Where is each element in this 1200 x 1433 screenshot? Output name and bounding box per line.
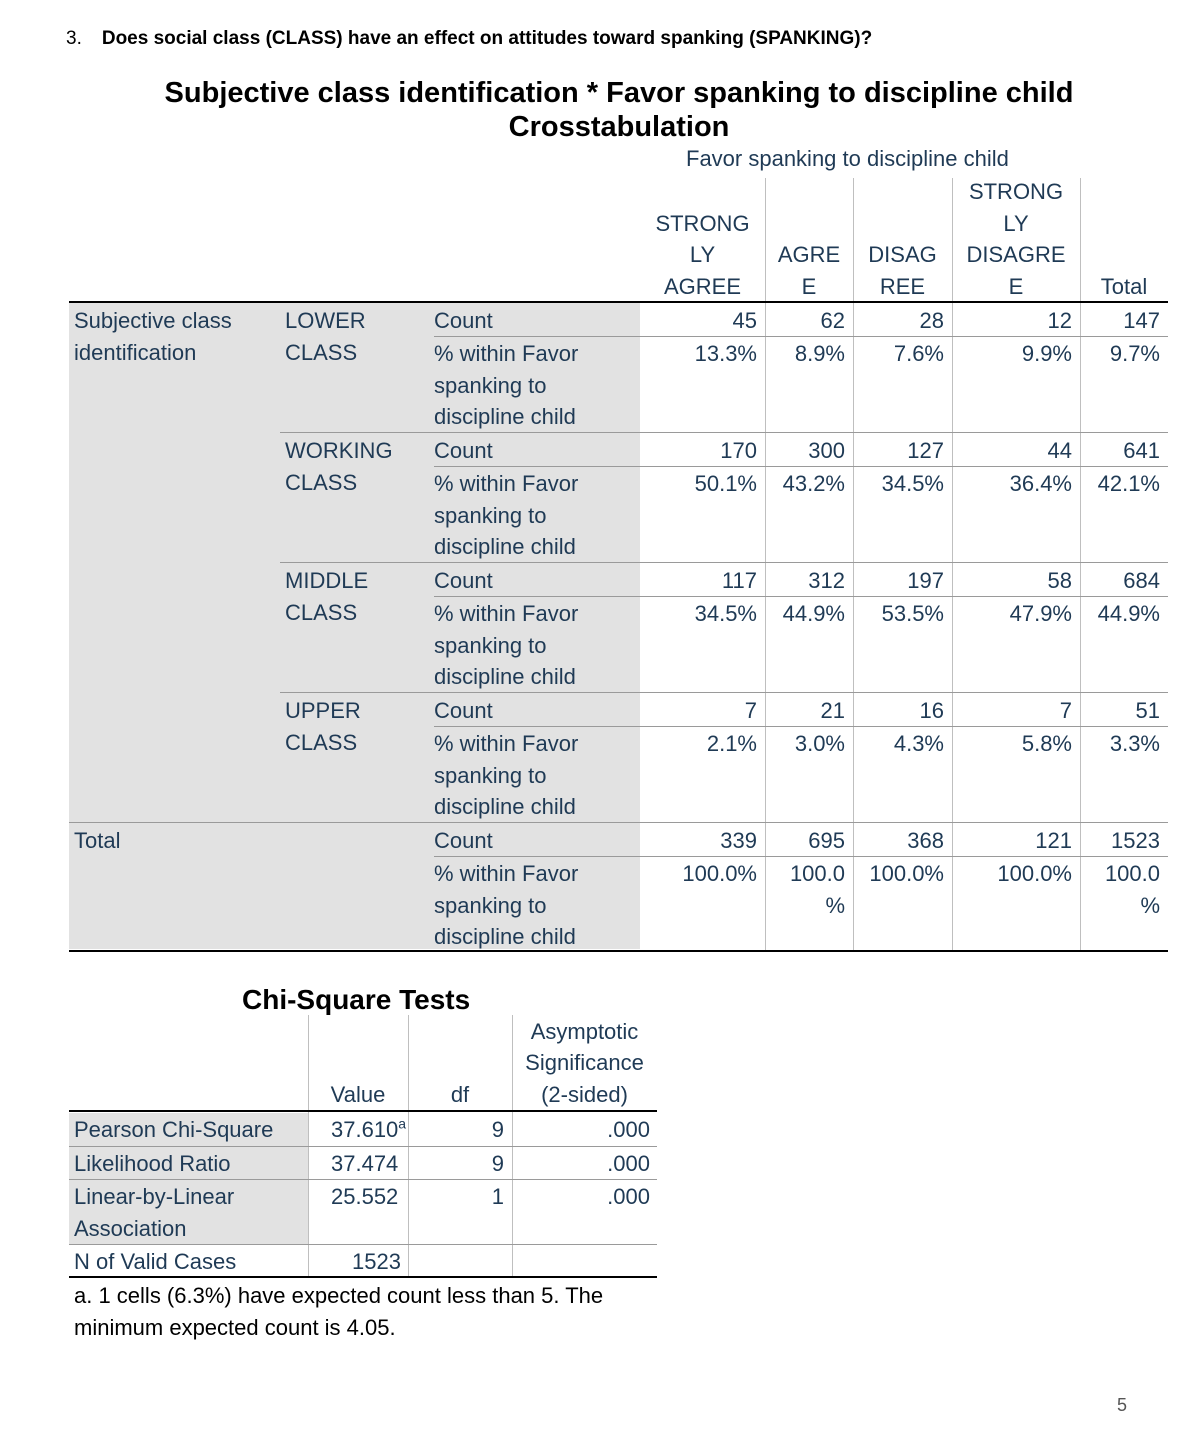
column-header-line: STRONG — [968, 179, 1064, 204]
total-count-value: 695 — [808, 828, 845, 853]
chi-df: 9 — [491, 1151, 504, 1176]
total-count-value: 368 — [907, 828, 944, 853]
column-variable-label: Favor spanking to discipline child — [686, 146, 1009, 171]
percent-value: 50.1% — [694, 471, 757, 496]
chi-row-label — [74, 1114, 273, 1146]
chi-df: 9 — [491, 1117, 504, 1142]
column-header-line: LY — [689, 242, 716, 267]
class-label-line: WORKING — [285, 438, 393, 463]
chi-sig: .000 — [607, 1117, 650, 1142]
page-number: 5 — [1117, 1395, 1128, 1415]
stat-pct-label — [434, 468, 578, 563]
percent-value: 2.1% — [706, 731, 757, 756]
count-value: 28 — [919, 308, 944, 333]
column-header — [952, 176, 1080, 302]
column-header — [1080, 271, 1168, 303]
stat-pct-label — [434, 338, 578, 433]
chi-row-label — [74, 1246, 236, 1278]
column-header-line: E — [801, 273, 817, 299]
total-percent-value-line: 100.0% — [682, 861, 757, 886]
total-percent-value — [765, 858, 845, 921]
total-percent-value-line: % — [1140, 892, 1160, 918]
chi-df: 1 — [491, 1184, 504, 1209]
row-variable-label — [74, 305, 232, 368]
stat-count-label: Count — [434, 828, 493, 853]
stat-pct-label-line: discipline child — [434, 534, 576, 559]
chi-square-footnote: a. 1 cells (6.3%) have expected count less than 5. The minimum expected count is 4.05. — [74, 1283, 604, 1340]
count-value: 7 — [744, 698, 757, 723]
percent-value: 5.8% — [1021, 731, 1072, 756]
class-label — [285, 695, 361, 758]
column-header-line: AGREE — [663, 273, 742, 299]
count-value: 170 — [720, 438, 757, 463]
total-percent-value-line: 100.0 — [1104, 861, 1160, 886]
chi-square-title: Chi-Square Tests — [242, 984, 471, 1015]
question-number: 3. — [66, 28, 82, 49]
count-value: 62 — [820, 308, 845, 333]
total-label: Total — [74, 828, 121, 853]
count-value: 44 — [1047, 438, 1072, 463]
stat-count-label: Count — [434, 438, 493, 463]
group-rule — [280, 562, 1168, 563]
count-value: 45 — [732, 308, 757, 333]
crosstab-title — [60, 76, 1178, 144]
percent-value: 7.6% — [893, 341, 944, 366]
row-variable-label-line: identification — [74, 339, 197, 365]
stat-pct-label-line: % within Favor — [434, 601, 579, 626]
chi-header-sig-line: Asymptotic — [530, 1018, 639, 1044]
total-percent-value — [640, 858, 757, 890]
chi-header-rule — [69, 1110, 657, 1112]
stat-pct-label-line: % within Favor — [434, 471, 579, 496]
class-label — [285, 435, 393, 498]
column-header — [853, 239, 952, 302]
class-label-line: MIDDLE — [285, 568, 369, 593]
crosstab-title-line2: Crosstabulation — [508, 111, 730, 143]
count-value: 51 — [1135, 698, 1160, 723]
column-header-line: DISAG — [868, 242, 937, 267]
chi-row-label — [74, 1148, 231, 1180]
chi-value: 1523 — [352, 1249, 401, 1274]
column-header-line: REE — [879, 273, 926, 299]
row-variable-label-line: Subjective class — [74, 308, 232, 333]
total-percent-value-line: 100.0% — [997, 861, 1072, 886]
header-rule — [69, 301, 1168, 303]
count-value: 312 — [808, 568, 845, 593]
total-count-value: 121 — [1035, 828, 1072, 853]
count-value: 300 — [808, 438, 845, 463]
stat-pct-label-line: % within Favor — [434, 861, 579, 886]
stat-pct-label-line: spanking to — [434, 762, 547, 788]
question-heading — [66, 28, 872, 50]
chi-row-label-line: Association — [74, 1215, 187, 1241]
stat-pct-label-line: discipline child — [434, 664, 576, 689]
stat-pct-label — [434, 598, 578, 693]
percent-value: 44.9% — [782, 601, 845, 626]
chi-row-label-line: Linear-by-Linear — [74, 1184, 235, 1209]
stat-count-label: Count — [434, 308, 493, 333]
class-label-line: CLASS — [285, 339, 358, 365]
row-rule — [434, 856, 1168, 857]
chi-row-label-line: Likelihood Ratio — [74, 1151, 231, 1176]
stat-pct-label-line: discipline child — [434, 404, 576, 429]
chi-value: 37.610$^a$ — [331, 1115, 407, 1142]
percent-value: 43.2% — [782, 471, 845, 496]
count-value: 147 — [1123, 308, 1160, 333]
count-value: 12 — [1047, 308, 1072, 333]
count-value: 641 — [1123, 438, 1160, 463]
percent-value: 13.3% — [694, 341, 757, 366]
row-rule — [434, 596, 1168, 597]
stat-pct-label-line: spanking to — [434, 372, 547, 398]
column-header-line: E — [1008, 273, 1024, 299]
total-count-value: 1523 — [1111, 828, 1160, 853]
chi-row-rule — [69, 1146, 657, 1147]
percent-value: 34.5% — [881, 471, 944, 496]
percent-value: 3.0% — [794, 731, 845, 756]
group-rule — [280, 432, 1168, 433]
percent-value: 34.5% — [694, 601, 757, 626]
chi-sig: .000 — [607, 1151, 650, 1176]
class-label — [285, 565, 368, 628]
count-value: 117 — [721, 568, 757, 593]
count-value: 197 — [907, 568, 944, 593]
chi-row-rule — [69, 1244, 657, 1245]
group-rule — [280, 692, 1168, 693]
chi-value: 25.552 — [331, 1184, 399, 1209]
class-label-line: CLASS — [285, 469, 358, 495]
percent-value: 42.1% — [1097, 471, 1160, 496]
chi-row-rule — [69, 1179, 657, 1180]
percent-value: 9.9% — [1021, 341, 1072, 366]
chi-header-sig-line: (2-sided) — [541, 1081, 628, 1107]
chi-sig: .000 — [607, 1184, 650, 1209]
count-value: 58 — [1047, 568, 1072, 593]
stat-count-label: Count — [434, 698, 493, 723]
chi-value: 37.474 — [331, 1151, 399, 1176]
stat-pct-label-line: discipline child — [434, 924, 576, 949]
row-rule — [434, 726, 1168, 727]
column-header — [765, 239, 853, 302]
class-label — [285, 305, 366, 368]
row-rule — [434, 466, 1168, 467]
total-percent-value — [952, 858, 1072, 890]
stat-pct-label-line: discipline child — [434, 794, 576, 819]
percent-value: 47.9% — [1009, 601, 1072, 626]
class-label-line: UPPER — [285, 698, 361, 723]
stat-pct-label-line: spanking to — [434, 502, 547, 528]
column-header-line: Total — [1100, 273, 1148, 299]
percent-value: 53.5% — [881, 601, 944, 626]
stat-pct-label — [434, 858, 578, 953]
chi-row-label — [74, 1181, 234, 1244]
column-header-line: LY — [1003, 210, 1029, 236]
percent-value: 36.4% — [1009, 471, 1072, 496]
total-percent-value-line: % — [825, 892, 845, 918]
chi-bottom-rule — [69, 1276, 657, 1278]
table-bottom-rule — [69, 950, 1168, 952]
stat-count-label: Count — [434, 568, 493, 593]
total-count-value: 339 — [720, 828, 757, 853]
chi-header-df: df — [450, 1081, 470, 1107]
total-percent-value-line: 100.0 — [789, 861, 845, 886]
chi-row-label-line: N of Valid Cases — [74, 1249, 237, 1274]
footnote-marker: a — [398, 1115, 407, 1132]
stat-pct-label-line: % within Favor — [434, 341, 579, 366]
total-percent-value-line: 100.0% — [869, 861, 944, 886]
percent-value: 44.9% — [1097, 601, 1160, 626]
count-value: 684 — [1123, 568, 1160, 593]
percent-value: 4.3% — [893, 731, 944, 756]
count-value: 16 — [919, 698, 944, 723]
count-value: 21 — [820, 698, 845, 723]
chi-row-label-line: Pearson Chi-Square — [74, 1117, 274, 1142]
column-header-line: DISAGRE — [966, 242, 1066, 267]
chi-header-sig-line: Significance — [525, 1050, 644, 1075]
question-text: Does social class (CLASS) have an effect on attitudes toward spanking (SPANKING)? — [101, 28, 873, 49]
group-rule — [69, 822, 1168, 823]
stat-pct-label-line: spanking to — [434, 892, 547, 918]
chi-header-sig — [512, 1016, 657, 1111]
total-percent-value — [1080, 858, 1160, 921]
class-label-line: CLASS — [285, 599, 358, 625]
crosstab-title-line1: Subjective class identification * Favor spanking to discipline child — [164, 77, 1074, 109]
class-label-line: LOWER — [285, 308, 366, 333]
percent-value: 9.7% — [1109, 341, 1160, 366]
chi-header-value: Value — [330, 1081, 386, 1107]
column-header-line: STRONG — [655, 210, 750, 236]
row-rule — [434, 336, 1168, 337]
column-header-line: AGRE — [777, 242, 841, 267]
column-header — [640, 208, 765, 303]
count-value: 127 — [907, 438, 944, 463]
total-percent-value — [853, 858, 944, 890]
percent-value: 3.3% — [1109, 731, 1160, 756]
percent-value: 8.9% — [794, 341, 845, 366]
count-value: 7 — [1059, 698, 1072, 723]
class-label-line: CLASS — [285, 729, 358, 755]
stat-pct-label-line: spanking to — [434, 632, 547, 658]
stat-pct-label-line: % within Favor — [434, 731, 579, 756]
stat-pct-label — [434, 728, 578, 823]
